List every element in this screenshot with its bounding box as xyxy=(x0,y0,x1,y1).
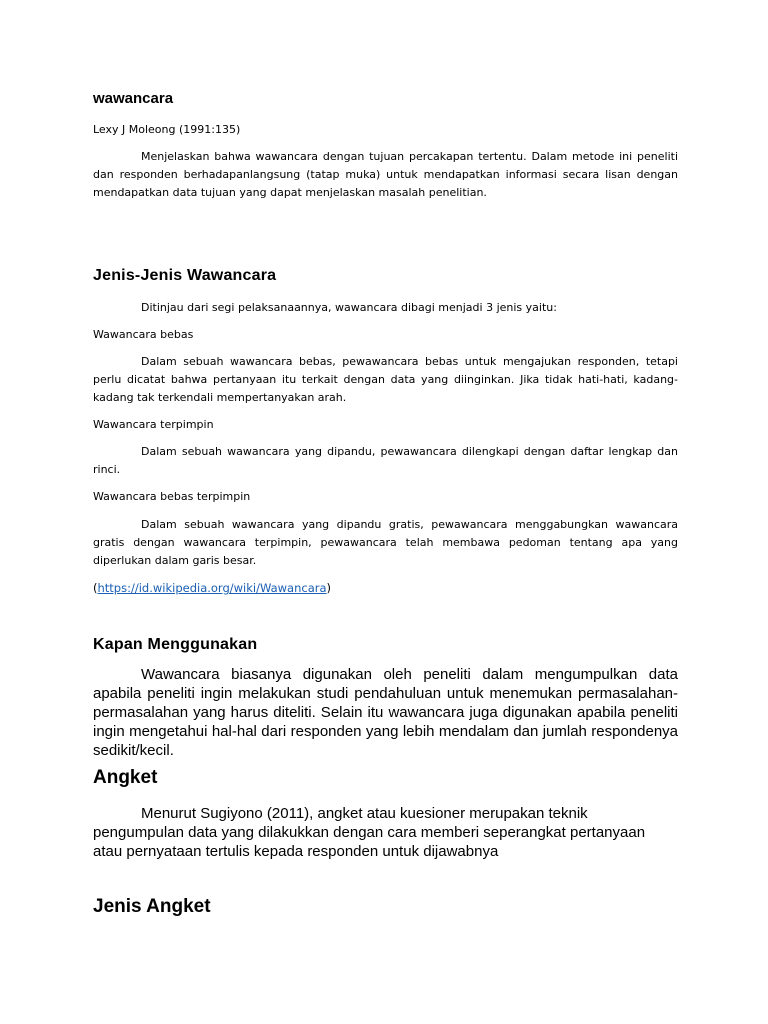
paragraph-jenis-intro: Ditinjau dari segi pelaksanaannya, wawancara dibagi menjadi 3 jenis yaitu: xyxy=(141,301,557,314)
author-citation: Lexy J Moleong (1991:135) xyxy=(93,123,241,136)
reference-line xyxy=(93,579,678,597)
label-wawancara-bebas-terpimpin: Wawancara bebas terpimpin xyxy=(93,490,251,503)
paragraph-angket: Menurut Sugiyono (2011), angket atau kuesioner merupakan teknik pengumpulan data yang dilakukkan dengan cara memberi seperangkat pertanyaan atau pernyataan tertulis kepada responden untuk dijawabnya xyxy=(93,805,646,860)
heading-wawancara: wawancara xyxy=(93,90,174,107)
heading-jenis-wawancara: Jenis-Jenis Wawancara xyxy=(93,267,277,284)
reference-close-paren: ) xyxy=(326,581,332,595)
paragraph-wawancara: Menjelaskan bahwa wawancara dengan tujuan percakapan tertentu. Dalam metode ini peneliti dan responden berhadapanlangsung (tatap muka) untuk mendapatkan informasi secara lisan dengan mendapatkan data tujuan yang dapat menjelaskan masalah penelitian. xyxy=(93,150,678,199)
label-wawancara-bebas: Wawancara bebas xyxy=(93,328,194,341)
paragraph-wawancara-bebas-terpimpin: Dalam sebuah wawancara yang dipandu gratis, pewawancara menggabungkan wawancara gratis dengan wawancara terpimpin, pewawancara telah membawa pedoman tentang apa yang diperlukan dalam garis besar. xyxy=(93,518,678,567)
reference-open-paren: ( xyxy=(93,581,98,595)
wikipedia-link[interactable]: https://id.wikipedia.org/wiki/Wawancara xyxy=(97,581,327,595)
heading-jenis-angket: Jenis Angket xyxy=(93,896,211,917)
heading-kapan-menggunakan: Kapan Menggunakan xyxy=(93,636,258,653)
paragraph-kapan-menggunakan: Wawancara biasanya digunakan oleh peneliti dalam mengumpulkan data apabila peneliti ingin melakukan studi pendahuluan untuk menemukan permasalahan-permasalahan yang harus diteliti. Selain itu wawancara juga digunakan apabila peneliti ingin mengetahui hal-hal dari responden yang lebih mendalam dan jumlah respondenya sedikit/kecil. xyxy=(93,666,678,759)
heading-angket: Angket xyxy=(93,767,158,788)
label-wawancara-terpimpin: Wawancara terpimpin xyxy=(93,418,214,431)
paragraph-wawancara-bebas: Dalam sebuah wawancara bebas, pewawancara bebas untuk mengajukan responden, tetapi perlu dicatat bahwa pertanyaan itu terkait dengan data yang diinginkan. Jika tidak hati-hati, kadang-kadang tak terkendali mempertanyakan arah. xyxy=(93,355,678,404)
paragraph-wawancara-terpimpin: Dalam sebuah wawancara yang dipandu, pewawancara dilengkapi dengan daftar lengkap dan rinci. xyxy=(93,445,678,476)
